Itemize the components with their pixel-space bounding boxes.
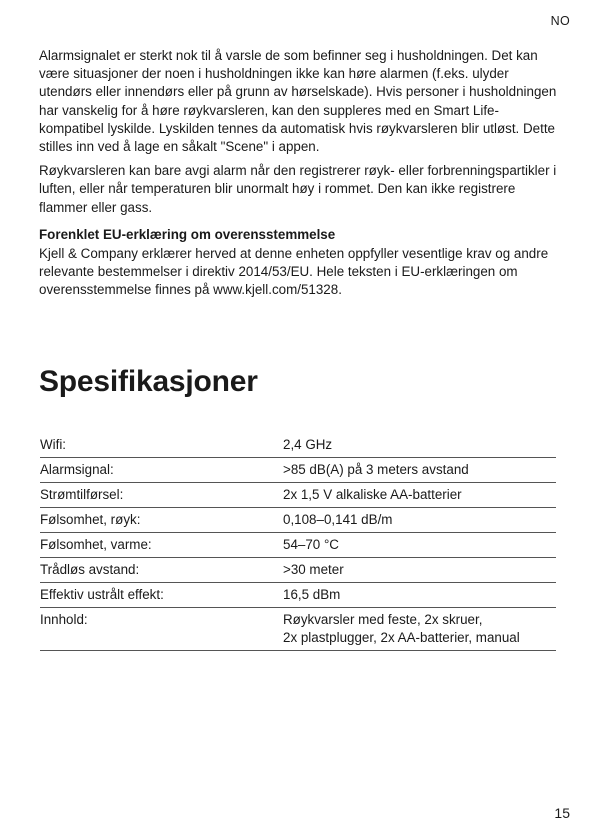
eu-declaration-text: Kjell & Company erklærer herved at denne enheten oppfyller vesentlige krav og andre relevante bestemmelser i direktiv 2014/53/EU. Hele teksten i EU-erklæringen om overensstemmelse finnes på www.kjell.com/51328. xyxy=(39,246,549,298)
paragraph-detection: Røykvarsleren kan bare avgi alarm når den registrerer røyk- eller forbrenningspartikler i luften, eller når temperaturen blir unormalt høy i rommet. Den kan ikke registrere flammer eller gass. xyxy=(39,163,557,215)
spec-label: Alarmsignal: xyxy=(40,462,114,477)
language-tag: NO xyxy=(550,14,570,28)
spec-row-radiated-power xyxy=(40,583,556,608)
spec-label: Følsomhet, røyk: xyxy=(40,512,141,527)
spec-label: Følsomhet, varme: xyxy=(40,537,152,552)
spec-label: Trådløs avstand: xyxy=(40,562,140,577)
spec-label: Effektiv ustrålt effekt: xyxy=(40,587,164,602)
spec-label: Innhold: xyxy=(40,612,88,627)
spec-value: 0,108–0,141 dB/m xyxy=(283,512,393,527)
spec-value: >30 meter xyxy=(283,562,344,577)
spec-row-contents xyxy=(40,608,556,651)
spec-row-heat-sensitivity xyxy=(40,533,556,558)
spec-label: Strømtilførsel: xyxy=(40,487,124,502)
spec-label: Wifi: xyxy=(40,437,67,452)
spec-value: Røykvarsler med feste, 2x skruer, 2x plastplugger, 2x AA-batterier, manual xyxy=(283,612,520,645)
spec-row-power-supply xyxy=(40,483,556,508)
spec-row-wifi xyxy=(40,433,556,458)
paragraph-alarm-signal: Alarmsignalet er sterkt nok til å varsle de som befinner seg i husholdningen. Det kan være situasjoner der noen i husholdningen ikke kan høre alarmen (f.eks. ulyder utendørs eller innendørs eller på grunn av hørselskade). Hvis personer i husholdningen har vanskelig for å høre røykvarsleren, kan den suppleres med en Smart Life-kompatibel lyskilde. Lyskilden tennes da automatisk hvis røykvarsleren blir utløst. Dette stilles inn ved å lage en såkalt "Scene" i appen. xyxy=(39,48,557,155)
spec-value: 2,4 GHz xyxy=(283,437,333,452)
spec-value: 2x 1,5 V alkaliske AA-batterier xyxy=(283,487,462,502)
body-text xyxy=(39,47,559,300)
spec-row-wireless-range xyxy=(40,558,556,583)
spec-row-alarm-signal xyxy=(40,458,556,483)
specs-title: Spesifikasjoner xyxy=(39,365,258,398)
specs-table xyxy=(40,433,556,651)
spec-row-smoke-sensitivity xyxy=(40,508,556,533)
eu-declaration-heading: Forenklet EU-erklæring om overensstemmelse xyxy=(39,226,336,242)
page-number: 15 xyxy=(554,805,570,821)
spec-value: >85 dB(A) på 3 meters avstand xyxy=(283,462,469,477)
spec-value: 16,5 dBm xyxy=(283,587,341,602)
spec-value: 54–70 °C xyxy=(283,537,339,552)
